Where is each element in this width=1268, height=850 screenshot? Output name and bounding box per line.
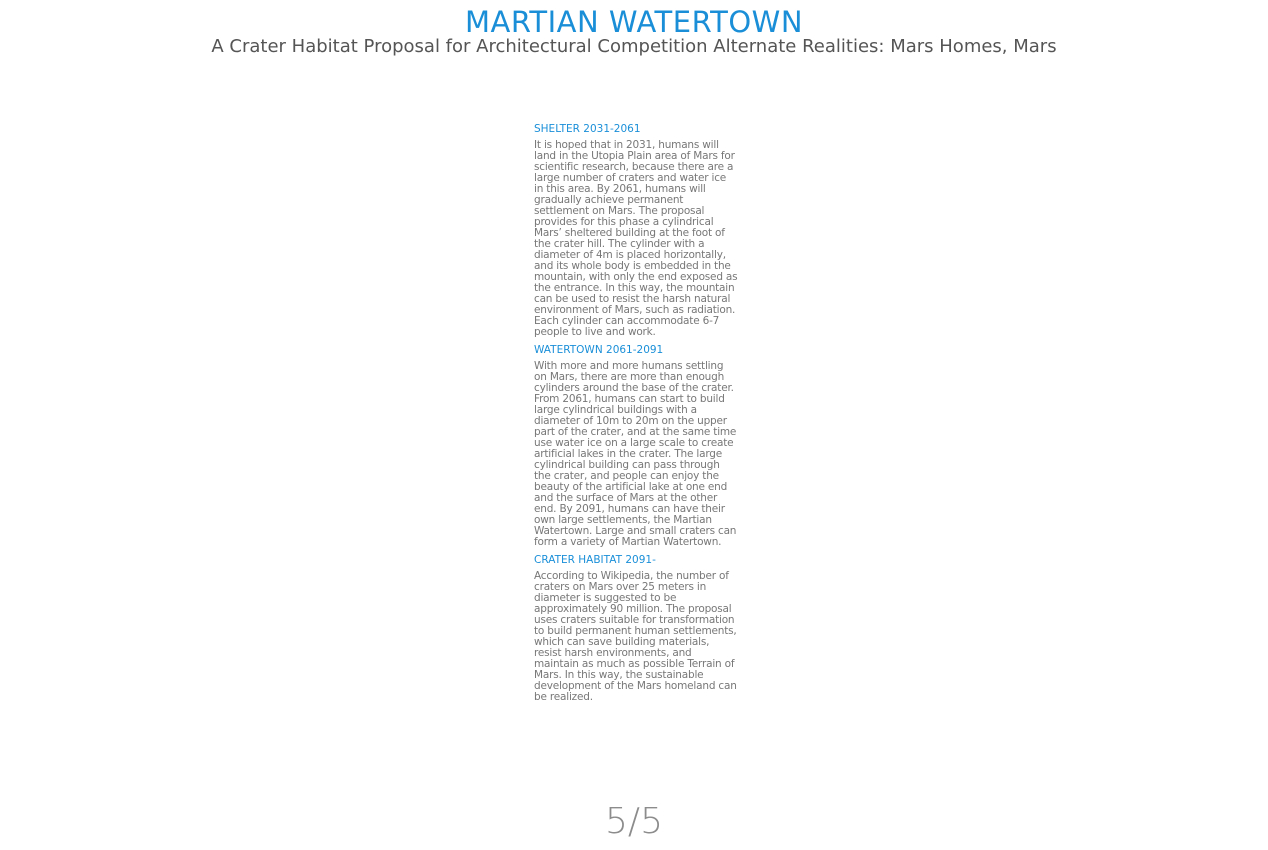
section-crater-habitat: [534, 554, 738, 703]
section-heading: SHELTER 2031-2061: [534, 123, 641, 135]
page-number: 5/5: [605, 801, 663, 842]
section-heading: WATERTOWN 2061-2091: [534, 344, 664, 356]
text-column: [534, 123, 738, 709]
page-title: MARTIAN WATERTOWN: [464, 5, 804, 39]
section-watertown: [534, 344, 738, 548]
section-body: With more and more humans settling on Mars, there are more than enough cylinders around the base of the crater. From 2061, humans can start to build large cylindrical buildings with a diameter of 10m to 20m on the upper part of the crater, and at the same time use water ice on a large scale to create artificial lakes in the crater. The large cylindrical building can pass through the crater, and people can enjoy the beauty of the artificial lake at one end and the surface of Mars at the other end. By 2091, humans can have their own large settlements, the Martian Watertown. Large and small craters can form a variety of Martian Watertown.: [534, 360, 737, 548]
page-subtitle: A Crater Habitat Proposal for Architectural Competition Alternate Realities: Mars Homes, Mars: [211, 36, 1057, 57]
section-body: According to Wikipedia, the number of craters on Mars over 25 meters in diameter is suggested to be approximately 90 million. The proposal uses craters suitable for transformation to build permanent human settlements, which can save building materials, resist harsh environments, and maintain as much as possible Terrain of Mars. In this way, the sustainable development of the Mars homeland can be realized.: [534, 570, 737, 703]
section-heading: CRATER HABITAT 2091-: [534, 554, 656, 566]
section-shelter: [534, 123, 738, 338]
section-body: It is hoped that in 2031, humans will land in the Utopia Plain area of Mars for scientific research, because there are a large number of craters and water ice in this area. By 2061, humans will gradually achieve permanent settlement on Mars. The proposal provides for this phase a cylindrical Mars’ sheltered building at the foot of the crater hill. The cylinder with a diameter of 4m is placed horizontally, and its whole body is embedded in the mountain, with only the end exposed as the entrance. In this way, the mountain can be used to resist the harsh natural environment of Mars, such as radiation. Each cylinder can accommodate 6-7 people to live and work.: [534, 139, 738, 338]
